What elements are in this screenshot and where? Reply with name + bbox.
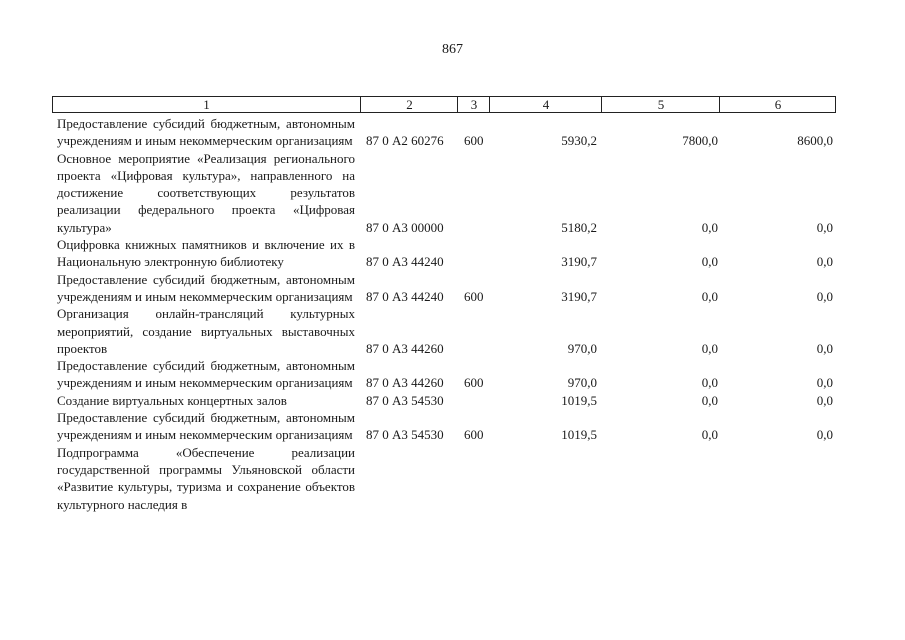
row-value-6: 0,0 bbox=[816, 254, 833, 270]
row-vr: 600 bbox=[464, 427, 484, 443]
row-code: 87 0 А3 44260 bbox=[366, 375, 444, 391]
row-value-5: 0,0 bbox=[701, 219, 718, 235]
table-row bbox=[0, 115, 905, 150]
header-col-4: 4 bbox=[489, 97, 602, 112]
row-code: 87 0 А2 60276 bbox=[366, 133, 444, 149]
header-col-6: 6 bbox=[719, 97, 836, 112]
row-code: 87 0 А3 54530 bbox=[366, 427, 444, 443]
row-value-4: 970,0 bbox=[567, 375, 597, 391]
row-vr: 600 bbox=[464, 288, 484, 304]
header-col-2: 2 bbox=[360, 97, 458, 112]
row-value-5: 0,0 bbox=[701, 340, 718, 356]
table-header bbox=[52, 96, 836, 113]
row-description: Основное мероприятие «Реализация регионального проекта «Цифровая культура», направленного на достижение соответствующих результатов реализации федерального проекта «Цифровая культура» bbox=[57, 150, 355, 235]
row-value-5: 0,0 bbox=[701, 288, 718, 304]
row-description: Оцифровка книжных памятников и включение их в Национальную электронную библиотеку bbox=[57, 237, 355, 270]
table-row bbox=[0, 392, 905, 409]
header-col-3: 3 bbox=[457, 97, 490, 112]
row-value-5: 0,0 bbox=[701, 254, 718, 270]
table-row bbox=[0, 357, 905, 392]
row-value-5: 7800,0 bbox=[682, 133, 718, 149]
table-row bbox=[0, 150, 905, 236]
table-row bbox=[0, 444, 905, 513]
row-value-6: 0,0 bbox=[816, 392, 833, 408]
row-value-4: 970,0 bbox=[567, 340, 597, 356]
row-value-4: 1019,5 bbox=[561, 392, 597, 408]
table-body bbox=[0, 115, 905, 513]
row-value-4: 1019,5 bbox=[561, 427, 597, 443]
row-value-6: 0,0 bbox=[816, 288, 833, 304]
table-row bbox=[0, 236, 905, 271]
row-code: 87 0 А3 00000 bbox=[366, 219, 444, 235]
row-value-6: 0,0 bbox=[816, 375, 833, 391]
row-description: Предоставление субсидий бюджетным, автономным учреждениям и иным некоммерческим организациям bbox=[57, 358, 355, 391]
row-value-5: 0,0 bbox=[701, 375, 718, 391]
row-value-6: 0,0 bbox=[816, 219, 833, 235]
row-description: Предоставление субсидий бюджетным, автономным учреждениям и иным некоммерческим организациям bbox=[57, 271, 355, 304]
row-vr: 600 bbox=[464, 133, 484, 149]
row-description: Подпрограмма «Обеспечение реализации государственной программы Ульяновской области «Развитие культуры, туризма и сохранение объектов культурного наследия в bbox=[57, 444, 355, 512]
row-vr: 600 bbox=[464, 375, 484, 391]
row-code: 87 0 А3 44240 bbox=[366, 288, 444, 304]
row-value-6: 8600,0 bbox=[797, 133, 833, 149]
row-description: Организация онлайн-трансляций культурных мероприятий, создание виртуальных выставочных проектов bbox=[57, 306, 355, 356]
row-value-5: 0,0 bbox=[701, 427, 718, 443]
header-col-5: 5 bbox=[601, 97, 720, 112]
table-row bbox=[0, 271, 905, 306]
row-code: 87 0 А3 54530 bbox=[366, 392, 444, 408]
table-row bbox=[0, 409, 905, 444]
row-description: Создание виртуальных концертных залов bbox=[57, 392, 287, 408]
header-col-1: 1 bbox=[203, 97, 210, 112]
table-row bbox=[0, 305, 905, 357]
page-number: 867 bbox=[442, 42, 463, 57]
row-value-4: 5930,2 bbox=[561, 133, 597, 149]
row-description: Предоставление субсидий бюджетным, автономным учреждениям и иным некоммерческим организациям bbox=[57, 116, 355, 149]
row-code: 87 0 А3 44260 bbox=[366, 340, 444, 356]
row-value-5: 0,0 bbox=[701, 392, 718, 408]
row-value-4: 3190,7 bbox=[561, 254, 597, 270]
row-code: 87 0 А3 44240 bbox=[366, 254, 444, 270]
row-value-6: 0,0 bbox=[816, 340, 833, 356]
row-value-4: 5180,2 bbox=[561, 219, 597, 235]
row-value-6: 0,0 bbox=[816, 427, 833, 443]
row-description: Предоставление субсидий бюджетным, автономным учреждениям и иным некоммерческим организациям bbox=[57, 410, 355, 443]
row-value-4: 3190,7 bbox=[561, 288, 597, 304]
